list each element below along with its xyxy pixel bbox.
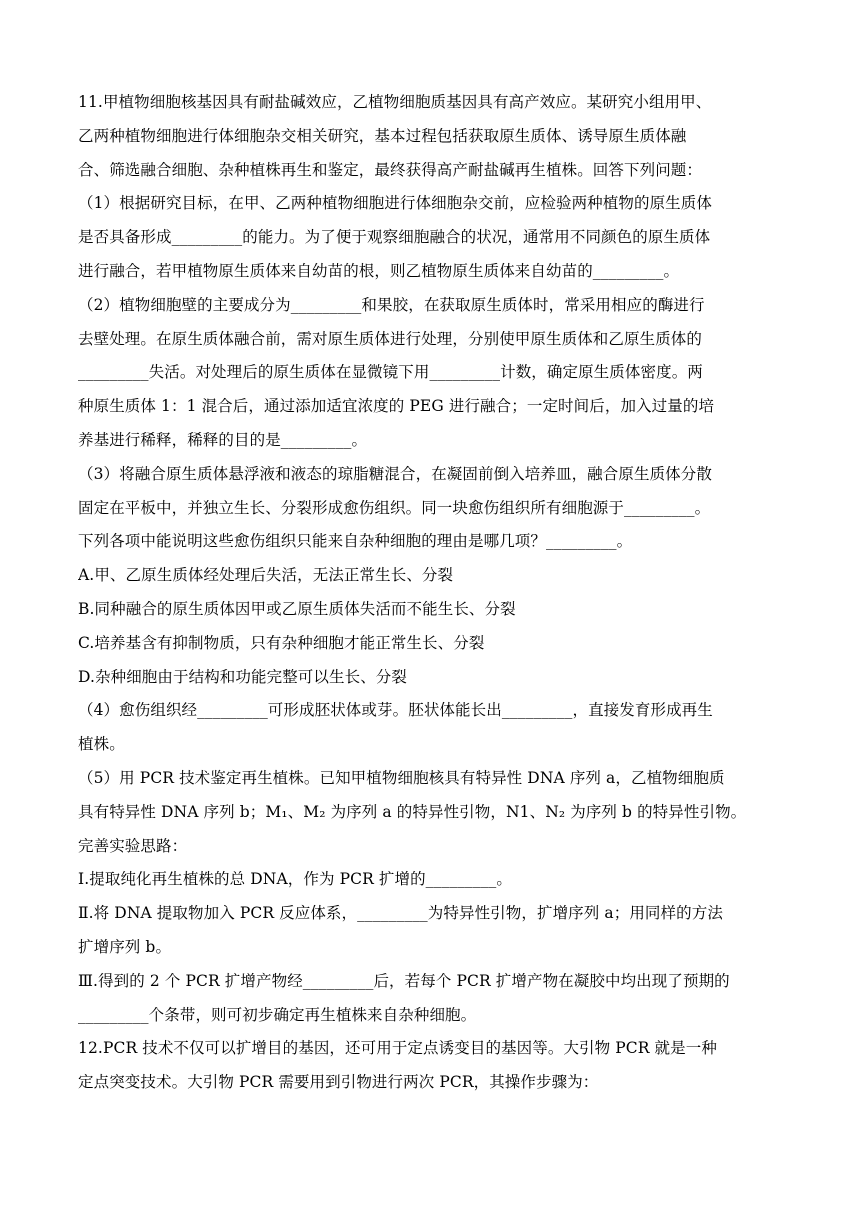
q11-part1-line-2: 是否具备形成_________的能力。为了便于观察细胞融合的状况，通常用不同颜色的原生质体: [78, 228, 711, 247]
q11-part2-line-2: 去壁处理。在原生质体融合前，需对原生质体进行处理，分别使甲原生质体和乙原生质体的: [78, 329, 703, 348]
q11-step-3-line-1: Ⅲ.得到的 2 个 PCR 扩增产物经_________后，若每个 PCR 扩增产物在凝胶中均出现了预期的: [78, 971, 730, 990]
q11-part5-line-3: 完善实验思路：: [78, 836, 188, 855]
q11-part1-line-1: （1）根据研究目标，在甲、乙两种植物细胞进行体细胞杂交前，应检验两种植物的原生质体: [78, 194, 712, 213]
q11-part2-line-4: 种原生质体 1：1 混合后，通过添加适宜浓度的 PEG 进行融合；一定时间后，加入过量的培: [78, 397, 715, 416]
q11-part2-line-3: _________失活。对处理后的原生质体在显微镜下用_________计数，确定原生质体密度。两: [78, 363, 703, 382]
q11-part1-line-3: 进行融合，若甲植物原生质体来自幼苗的根，则乙植物原生质体来自幼苗的_________。: [78, 261, 680, 280]
q11-part2-line-5: 养基进行稀释，稀释的目的是_________。: [78, 430, 368, 449]
q11-step-2-line-1: Ⅱ.将 DNA 提取物加入 PCR 反应体系，_________为特异性引物，扩增序列 a；用同样的方法: [78, 904, 723, 923]
q11-step-1: Ⅰ.提取纯化再生植株的总 DNA，作为 PCR 扩增的_________。: [78, 870, 512, 889]
q11-part4-line-1: （4）愈伤组织经_________可形成胚状体或芽。胚状体能长出_________，直接发育形成再生: [78, 701, 713, 720]
q11-part2-line-1: （2）植物细胞壁的主要成分为_________和果胶，在获取原生质体时，常采用相应的酶进行: [78, 295, 705, 314]
q11-step-2-line-2: 扩增序列 b。: [78, 937, 172, 956]
q12-stem-line-1: 12.PCR 技术不仅可以扩增目的基因，还可用于定点诱变目的基因等。大引物 PCR 就是一种: [78, 1039, 717, 1058]
q11-stem-line-3: 合、筛选融合细胞、杂种植株再生和鉴定，最终获得高产耐盐碱再生植株。回答下列问题：: [78, 160, 703, 179]
q11-stem-line-2: 乙两种植物细胞进行体细胞杂交相关研究，基本过程包括获取原生质体、诱导原生质体融: [78, 126, 687, 145]
q11-step-3-line-2: _________个条带，则可初步确定再生植株来自杂种细胞。: [78, 1005, 477, 1024]
q11-option-d: D.杂种细胞由于结构和功能完整可以生长、分裂: [78, 667, 408, 686]
q12-stem-line-2: 定点突变技术。大引物 PCR 需要用到引物进行两次 PCR，其操作步骤为：: [78, 1073, 599, 1092]
q11-option-b: B.同种融合的原生质体因甲或乙原生质体失活而不能生长、分裂: [78, 599, 516, 618]
q11-part5-line-1: （5）用 PCR 技术鉴定再生植株。已知甲植物细胞核具有特异性 DNA 序列 a，乙植物细胞质: [78, 768, 725, 787]
q11-part3-line-3: 下列各项中能说明这些愈伤组织只能来自杂种细胞的理由是哪几项？_________。: [78, 532, 633, 551]
q11-part5-line-2: 具有特异性 DNA 序列 b；M₁、M₂ 为序列 a 的特异性引物，N1、N₂ 为序列 b 的特异性引物。: [78, 802, 747, 821]
q11-option-c: C.培养基含有抑制物质，只有杂种细胞才能正常生长、分裂: [78, 633, 485, 652]
q11-part3-line-1: （3）将融合原生质体悬浮液和液态的琼脂糖混合，在凝固前倒入培养皿，融合原生质体分散: [78, 464, 712, 483]
q11-stem-line-1: 11.甲植物细胞核基因具有耐盐碱效应，乙植物细胞质基因具有高产效应。某研究小组用甲、: [78, 93, 712, 111]
q11-part3-line-2: 固定在平板中，并独立生长、分裂形成愈伤组织。同一块愈伤组织所有细胞源于_________。: [78, 498, 711, 517]
q11-option-a: A.甲、乙原生质体经处理后失活，无法正常生长、分裂: [78, 566, 454, 585]
q11-part4-line-2: 植株。: [78, 735, 125, 754]
